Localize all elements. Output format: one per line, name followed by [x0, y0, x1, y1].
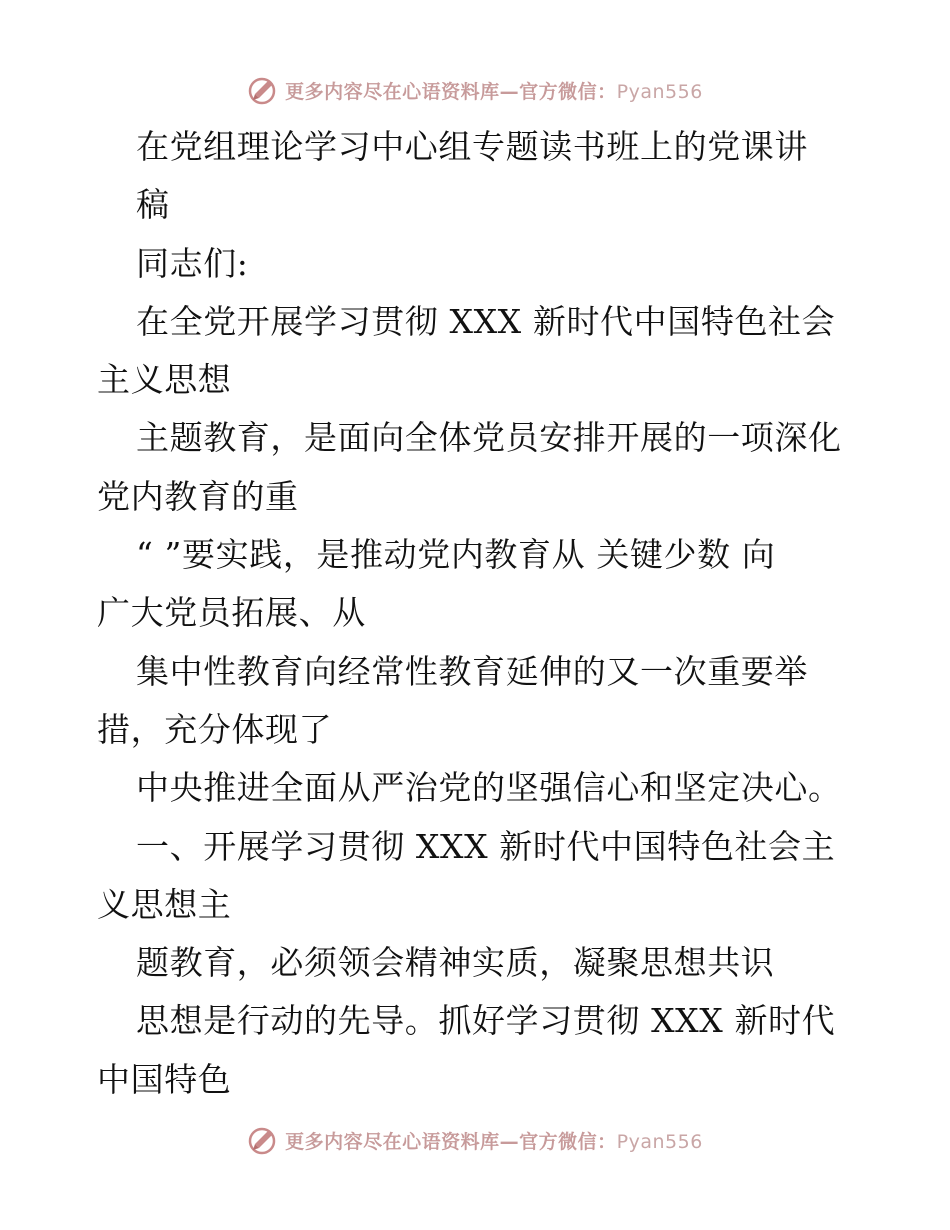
- watermark-wechat-id: Pyan556: [616, 1130, 703, 1153]
- text-line: 中央推进全面从严治党的坚强信心和坚定决心。: [136, 768, 842, 808]
- footer-watermark: [0, 1120, 950, 1160]
- text-line: “ ”要实践，是推动党内教育从 关键少数 向: [136, 535, 776, 575]
- text-line: 在全党开展学习贯彻 XXX 新时代中国特色社会: [136, 301, 836, 341]
- watermark-label: 更多内容尽在心语资料库—官方微信：: [285, 1130, 617, 1153]
- watermark-wechat-id: Pyan556: [616, 80, 703, 103]
- text-line: 中国特色: [97, 1059, 232, 1099]
- watermark-label: 更多内容尽在心语资料库—官方微信：: [285, 80, 617, 103]
- text-line: 主义思想: [97, 360, 232, 400]
- pen-seal-icon: [247, 1124, 279, 1156]
- text-line: 集中性教育向经常性教育延伸的又一次重要举: [136, 651, 808, 691]
- watermark-text: [285, 77, 703, 104]
- header-watermark: [0, 70, 950, 110]
- text-line: 思想是行动的先导。抓好学习贯彻 XXX 新时代: [136, 1001, 836, 1041]
- text-line: 一、开展学习贯彻 XXX 新时代中国特色社会主: [136, 826, 836, 866]
- text-line: 主题教育，是面向全体党员安排开展的一项深化: [136, 418, 842, 458]
- text-line: 稿: [136, 185, 170, 225]
- text-line: 党内教育的重: [97, 476, 299, 516]
- document-body: [97, 118, 877, 1109]
- watermark-text: [285, 1127, 703, 1154]
- text-line: 在党组理论学习中心组专题读书班上的党课讲: [136, 127, 808, 166]
- text-line: 同志们:: [136, 243, 249, 283]
- pen-seal-icon: [247, 74, 279, 106]
- text-line: 广大党员拓展、从: [97, 593, 366, 633]
- text-line: 措，充分体现了: [97, 709, 333, 749]
- text-line: 义思想主: [97, 884, 232, 924]
- text-line: 题教育，必须领会精神实质，凝聚思想共识: [136, 943, 775, 983]
